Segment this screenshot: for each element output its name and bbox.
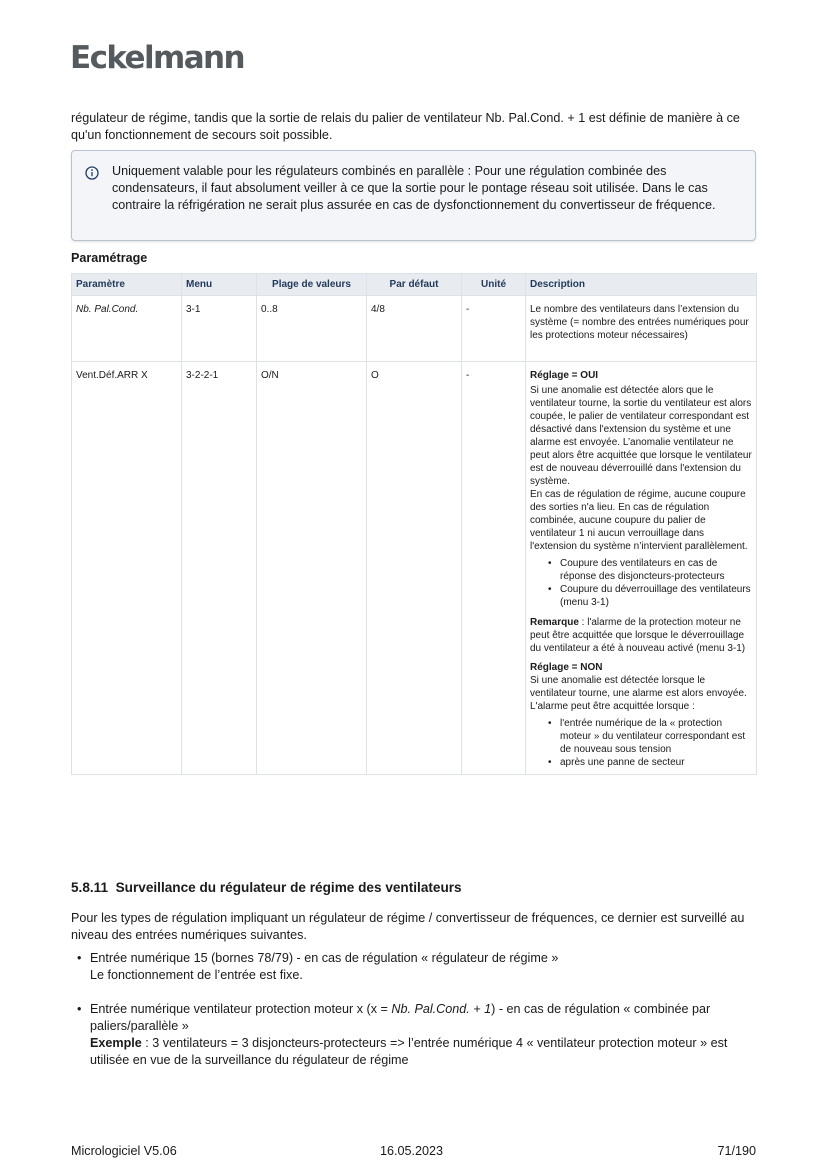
section-paragraph: Pour les types de régulation impliquant un régulateur de régime / convertisseur de fréquences, ce dernier est surveillé au niveau des entrées numériques suivantes.: [71, 911, 745, 942]
list-item: • Coupure du déverrouillage des ventilateurs (menu 3-1): [560, 583, 752, 609]
bullet-1-line-1: • Entrée numérique 15 (bornes 78/79) - en cas de régulation « régulateur de régime »: [90, 951, 559, 965]
list-item: • après une panne de secteur: [560, 756, 752, 769]
example-text: : 3 ventilateurs = 3 disjoncteurs-protecteurs => l’entrée numérique 4 « ventilateur protection moteur » est utilisée en vue de la surveillance du régulateur de régime: [90, 1036, 728, 1067]
cell-menu: 3-1: [182, 296, 257, 362]
footer-date: 16.05.2023: [380, 1144, 444, 1158]
oui-list: [560, 557, 752, 609]
oui-text-2: En cas de régulation de régime, aucune coupure des sorties n'a lieu. En cas de régulation combinée, aucune coupure du palier de ventilateur 1 ni aucun verrouillage dans l'extension du système n’intervient parallèlement.: [530, 489, 748, 552]
header-parametre: Paramètre: [72, 274, 182, 296]
bullet-item-1: [90, 950, 760, 984]
bullet-2-italic: Nb. Pal.Cond. + 1: [391, 1002, 492, 1016]
cell-description: [526, 362, 757, 775]
non-text: Si une anomalie est détectée lorsque le ventilateur tourne, une alarme est alors envoyée. L'alarme peut être acquittée lorsque :: [530, 675, 747, 712]
bullet-2-pre: Entrée numérique ventilateur protection moteur x (x =: [90, 1002, 392, 1016]
remark-text: : l'alarme de la protection moteur ne peut être acquittée que lorsque le déverrouillage du ventilateur a été à nouveau activé (menu 3-1): [530, 617, 746, 654]
header-defaut: Par défaut: [367, 274, 462, 296]
footer-page-number: 71/190: [717, 1144, 756, 1158]
bullet-item-2: [90, 1001, 760, 1069]
oui-text: Si une anomalie est détectée alors que le ventilateur tourne, la sortie du ventilateur est alors coupée, le palier de ventilateur correspondant est désactivé dans l'extension du système et une alarme est envoyée. L’anomalie ventilateur ne peut alors être acquittée que lorsque le ventilateur est de nouveau déverrouillé dans l'extension du système.: [530, 385, 752, 487]
note-text: Uniquement valable pour les régulateurs combinés en parallèle : Pour une régulation combinée des condensateurs, il faut absolument veiller à ce que la sortie pour le pontage réseau soit utilisée. Dans le cas contraire la réfrigération ne serait plus assurée en cas de dysfonctionnement du convertisseur de fréquence.: [112, 164, 716, 213]
cell-description: Le nombre des ventilateurs dans l’extension du système (= nombre des entrées numériques pour les protections moteur nécessaires): [526, 296, 757, 362]
bullet-2-example: [90, 1035, 760, 1069]
parameter-table: [71, 273, 757, 775]
remark: [530, 616, 752, 655]
header-plage: Plage de valeurs: [257, 274, 367, 296]
cell-default: O: [367, 362, 462, 775]
cell-unit: -: [462, 296, 526, 362]
section-number: 5.8.11: [71, 880, 109, 895]
cell-menu: 3-2-2-1: [182, 362, 257, 775]
header-unite: Unité: [462, 274, 526, 296]
cell-default: 4/8: [367, 296, 462, 362]
section-title: Surveillance du régulateur de régime des ventilateurs: [115, 880, 462, 895]
cell-unit: -: [462, 362, 526, 775]
header-menu: Menu: [182, 274, 257, 296]
section-heading: [71, 880, 462, 895]
bullet-2-text: [90, 1001, 760, 1035]
header-description: Description: [526, 274, 757, 296]
cell-param: Vent.Déf.ARR X: [72, 362, 182, 775]
cell-param: Nb. Pal.Cond.: [72, 296, 182, 362]
example-label: Exemple: [90, 1036, 142, 1050]
info-icon: [85, 166, 99, 180]
parametrage-heading: Paramétrage: [71, 251, 148, 265]
list-item: • l'entrée numérique de la « protection moteur » du ventilateur correspondant est de nouveau sous tension: [560, 717, 752, 756]
table-row: [72, 362, 757, 775]
table-row: [72, 296, 757, 362]
table-header-row: [72, 274, 757, 296]
cell-range: 0..8: [257, 296, 367, 362]
eckelmann-logo: Eckelmann: [70, 40, 244, 76]
non-list: [560, 717, 752, 769]
intro-paragraph: régulateur de régime, tandis que la sortie de relais du palier de ventilateur Nb. Pal.Cond. + 1 est définie de manière à ce qu'un fonctionnement de secours soit possible.: [71, 111, 740, 142]
footer-firmware: Micrologiciel V5.06: [71, 1144, 177, 1158]
non-title: Réglage = NON: [530, 662, 603, 673]
info-note: [71, 150, 756, 241]
bullet-2-post: ) - en cas de régulation « combinée par paliers/parallèle »: [90, 1002, 711, 1033]
bullet-1-line-2: Le fonctionnement de l’entrée est fixe.: [90, 968, 303, 982]
cell-range: O/N: [257, 362, 367, 775]
list-item: • Coupure des ventilateurs en cas de réponse des disjoncteurs-protecteurs: [560, 557, 752, 583]
remark-label: Remarque: [530, 617, 579, 628]
oui-title: Réglage = OUI: [530, 370, 599, 381]
